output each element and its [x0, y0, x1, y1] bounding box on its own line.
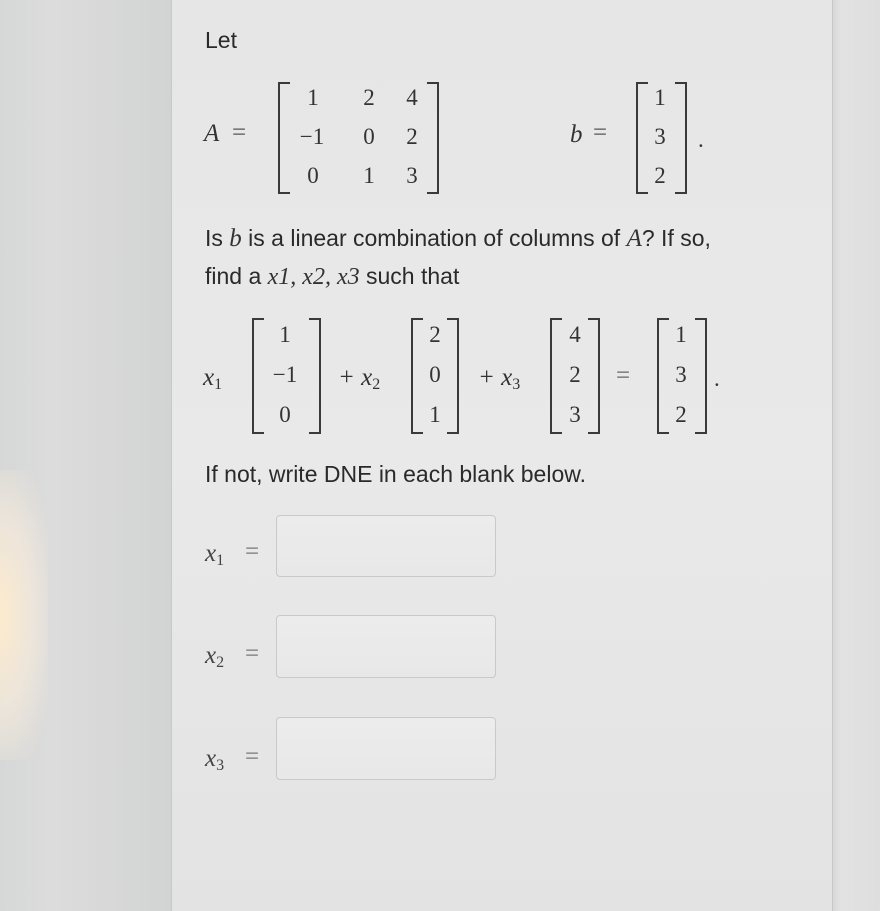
matrix-a-cell: 1: [363, 163, 375, 188]
vector-b-period: .: [698, 127, 704, 152]
prompt-vars: x1, x2, x3: [267, 264, 360, 290]
col1-cell: −1: [272, 362, 298, 387]
col3-cell: 2: [569, 362, 581, 387]
answer-x2-label: $x_2$: [205, 642, 225, 671]
dne-instruction: If not, write DNE in each blank below.: [205, 461, 586, 487]
eq-plus-x3: + $x_3$: [478, 364, 521, 393]
col1-right-bracket: [309, 318, 321, 434]
matrix-a-left-bracket: [278, 82, 290, 194]
rhs-cell: 1: [675, 322, 687, 347]
col3-cell: 3: [569, 402, 581, 427]
answer-x1-equals: =: [245, 538, 260, 565]
col3-cell: 4: [569, 322, 581, 347]
prompt-text: is a linear combination of columns of: [248, 225, 621, 251]
eq-x1: $x_1$: [203, 364, 223, 393]
vector-b-cell: 1: [654, 85, 666, 110]
answer-x3-input[interactable]: [276, 717, 496, 780]
vector-b-cell: 2: [654, 163, 666, 188]
eq-equals: =: [616, 362, 631, 389]
answer-x2-equals: =: [245, 640, 260, 667]
vector-b-equals: =: [593, 119, 608, 146]
answer-x1-label: $x_1$: [205, 540, 225, 569]
light-glare: [0, 470, 48, 760]
question-card: [171, 0, 833, 911]
col1-cell: 0: [279, 402, 291, 427]
rhs-cell: 2: [675, 402, 687, 427]
col2-cell: 0: [429, 362, 441, 387]
rhs-cell: 3: [675, 362, 687, 387]
answer-x3-label: $x_3$: [205, 745, 225, 774]
prompt-text: such that: [366, 263, 460, 289]
matrix-a-cell: 4: [406, 85, 418, 110]
vector-b-label: b: [570, 121, 583, 148]
matrix-a-label: A: [204, 120, 220, 147]
prompt-var-a: A: [626, 225, 642, 252]
answer-x1-input[interactable]: [276, 515, 496, 577]
col1-cell: 1: [279, 322, 291, 347]
prompt-line-1: [205, 225, 711, 253]
matrix-a-cell: −1: [299, 124, 325, 149]
answer-x2-input[interactable]: [276, 615, 496, 678]
vector-b-cell: 3: [654, 124, 666, 149]
matrix-a-cell: 2: [406, 124, 418, 149]
matrix-a-cell: 0: [363, 124, 375, 149]
prompt-line-2: [205, 263, 459, 291]
col2-cell: 2: [429, 322, 441, 347]
matrix-a-cell: 1: [307, 85, 319, 110]
matrix-a-cell: 3: [406, 163, 418, 188]
prompt-text: ? If so,: [641, 225, 711, 251]
matrix-a-cell: 2: [363, 85, 375, 110]
prompt-var-b: b: [229, 225, 242, 252]
eq-period: .: [714, 366, 720, 391]
intro-text: Let: [205, 27, 237, 53]
prompt-text: Is: [205, 225, 223, 251]
prompt-text: find a: [205, 263, 262, 289]
answer-x3-equals: =: [245, 743, 260, 770]
matrix-a-equals: =: [232, 119, 247, 146]
eq-plus-x2: + $x_2$: [338, 364, 381, 393]
col2-cell: 1: [429, 402, 441, 427]
matrix-a-cell: 0: [307, 163, 319, 188]
